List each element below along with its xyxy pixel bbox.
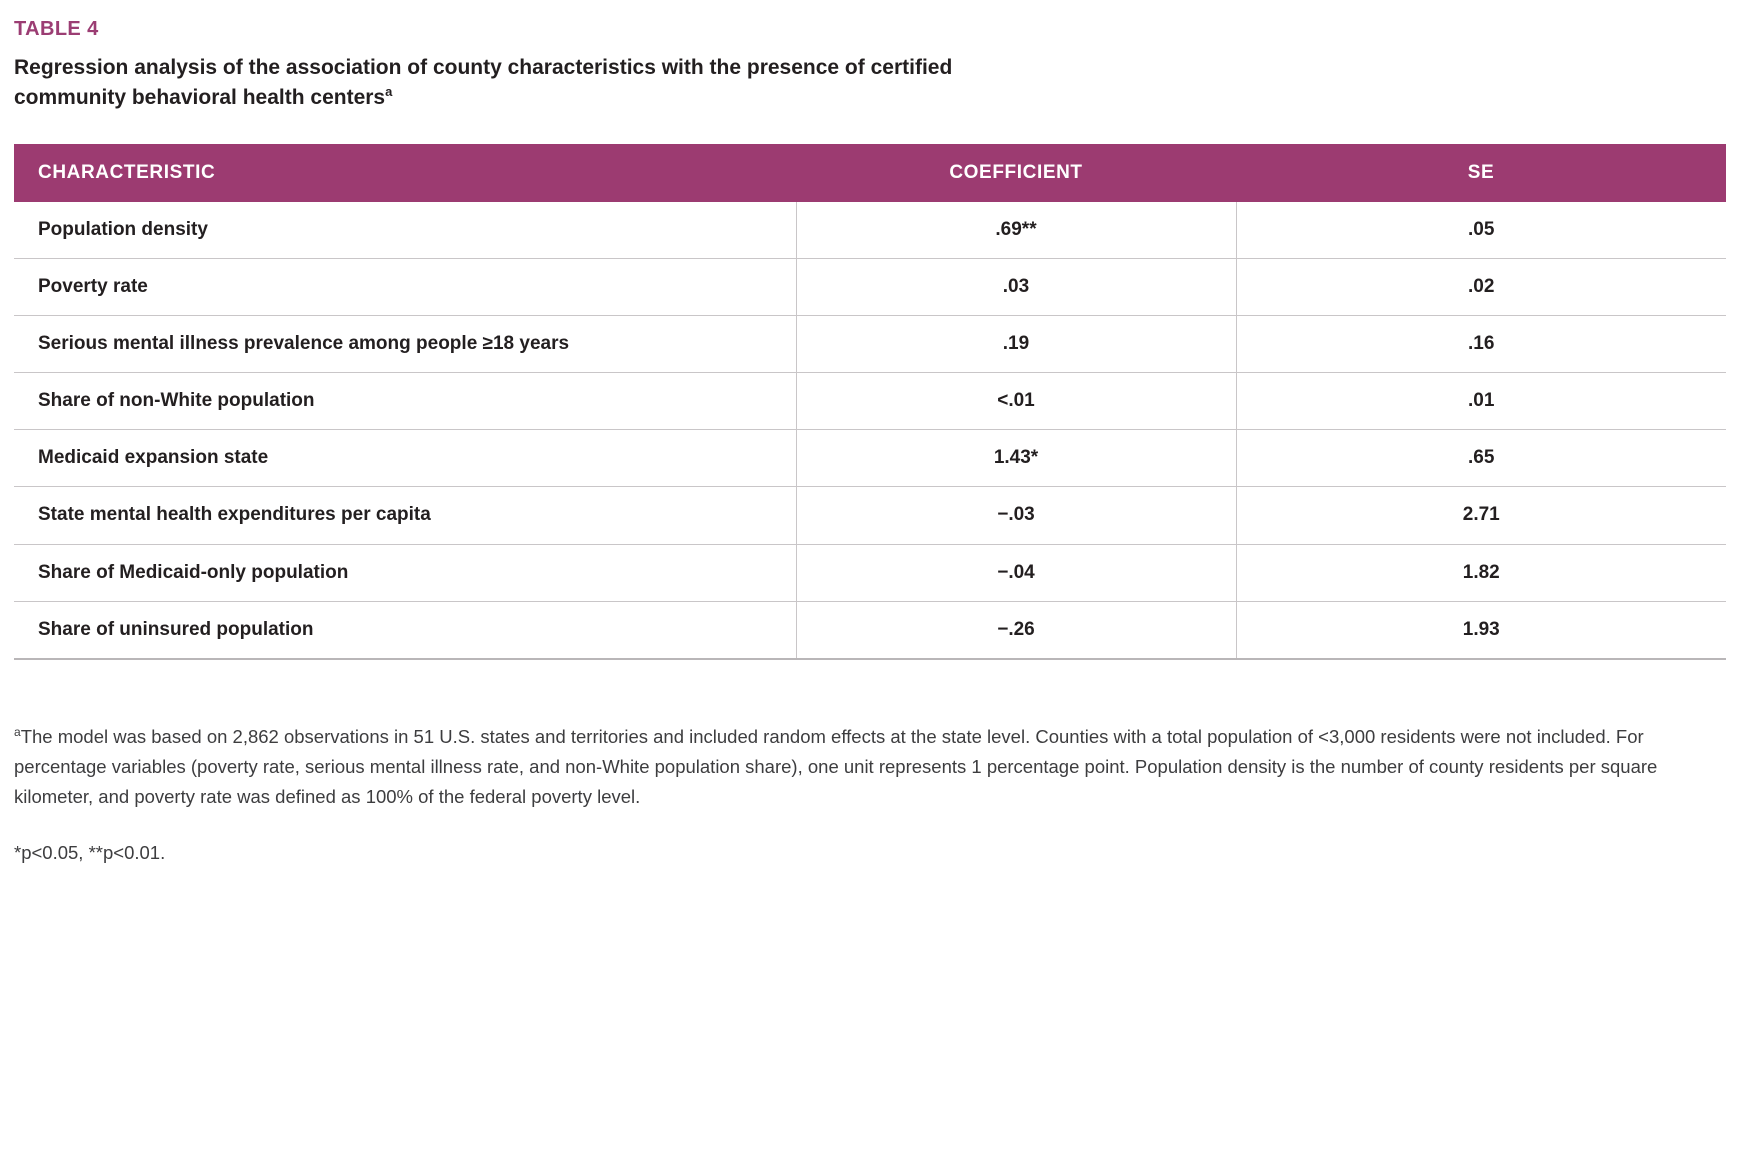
row-characteristic: Population density [14, 202, 796, 259]
row-coefficient: −.03 [796, 487, 1236, 544]
row-characteristic: Poverty rate [14, 258, 796, 315]
row-se: .05 [1236, 202, 1726, 259]
row-characteristic: Medicaid expansion state [14, 430, 796, 487]
table-body [14, 202, 1726, 659]
row-characteristic: Share of uninsured population [14, 601, 796, 659]
regression-table [14, 144, 1726, 660]
table-row [14, 316, 1726, 373]
table-notes [14, 722, 1726, 868]
row-characteristic: Serious mental illness prevalence among people ≥18 years [14, 316, 796, 373]
row-coefficient: <.01 [796, 373, 1236, 430]
column-header-coefficient: COEFFICIENT [796, 144, 1236, 202]
table-row [14, 430, 1726, 487]
table-footnote-a [14, 722, 1726, 812]
table-title-line2: community behavioral health centers [14, 86, 386, 110]
row-coefficient: .03 [796, 258, 1236, 315]
row-se: .16 [1236, 316, 1726, 373]
row-se: 1.82 [1236, 544, 1726, 601]
row-coefficient: .69** [796, 202, 1236, 259]
table-row [14, 487, 1726, 544]
table-row [14, 202, 1726, 259]
footnote-text: The model was based on 2,862 observations in 51 U.S. states and territories and included random effects at the state level. Counties with a total population of <3,000 residents were not included. For percentage variables (poverty rate, serious mental illness rate, and non-White population share), one unit represents 1 percentage point. Population density is the number of county residents per square kilometer, and poverty rate was defined as 100% of the federal poverty level. [14, 725, 1658, 807]
row-se: 1.93 [1236, 601, 1726, 659]
row-se: 2.71 [1236, 487, 1726, 544]
row-characteristic: Share of non-White population [14, 373, 796, 430]
table-title-footnote-marker: a [385, 84, 393, 100]
table-label: TABLE 4 [14, 18, 99, 40]
table-header-row [14, 144, 1726, 202]
footnote-marker: a [14, 724, 21, 739]
row-coefficient: −.04 [796, 544, 1236, 601]
column-header-se: SE [1236, 144, 1726, 202]
row-coefficient: 1.43* [796, 430, 1236, 487]
table-title-line1: Regression analysis of the association of county characteristics with the presence of certified [14, 56, 953, 79]
table-header [14, 144, 1726, 202]
row-coefficient: .19 [796, 316, 1236, 373]
row-se: .02 [1236, 258, 1726, 315]
row-se: .01 [1236, 373, 1726, 430]
table-row [14, 373, 1726, 430]
row-coefficient: −.26 [796, 601, 1236, 659]
table-row [14, 601, 1726, 659]
significance-note: *p<0.05, **p<0.01. [14, 841, 166, 863]
row-se: .65 [1236, 430, 1726, 487]
table-title [14, 53, 1244, 114]
column-header-characteristic: CHARACTERISTIC [14, 144, 796, 202]
table-row [14, 258, 1726, 315]
row-characteristic: Share of Medicaid-only population [14, 544, 796, 601]
row-characteristic: State mental health expenditures per capita [14, 487, 796, 544]
table-row [14, 544, 1726, 601]
